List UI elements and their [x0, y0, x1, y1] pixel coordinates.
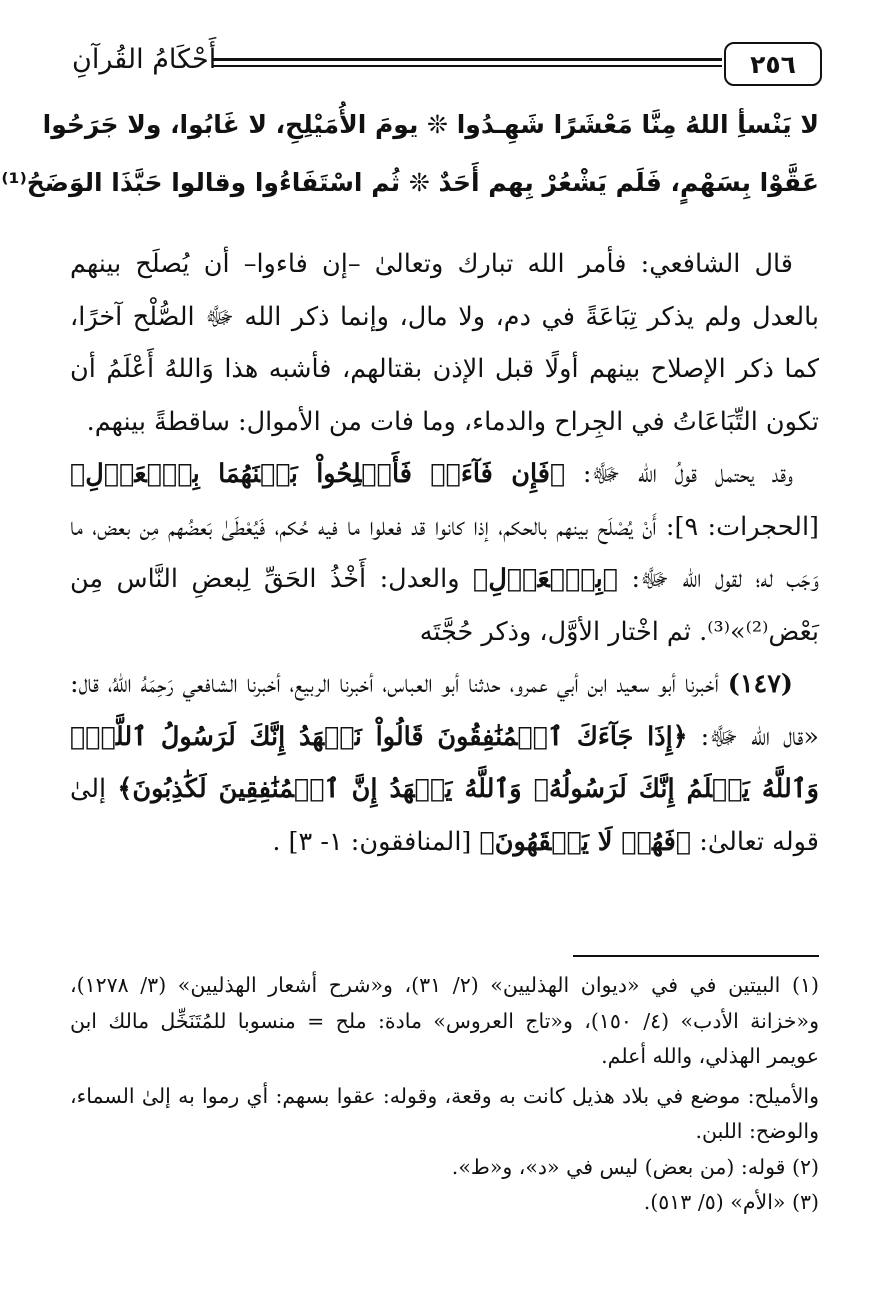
- page-header: [72, 40, 822, 88]
- text-span: إلىٰ قوله تعالىٰ:: [70, 774, 819, 857]
- header-rule: [212, 58, 722, 61]
- paragraph-verse-interpretation: [70, 448, 819, 658]
- quran-verse: ﴿إِذَا جَآءَكَ ٱلۡمُنَٰفِقُونَ قَالُواْ نَشۡهَدُ إِنَّكَ لَرَسُولُ ٱللَّهِۗ وَٱللَّهُ يَعۡلَمُ إِنَّكَ لَرَسُولُهُۥ وَٱللَّهُ يَشۡهَدُ إِنَّ ٱلۡمُنَٰفِقِينَ لَكَٰذِبُونَ﴾: [70, 721, 819, 804]
- paragraph-narration-147: [70, 658, 819, 868]
- footnote-continuation: والأميلح: موضع في بلاد هذيل كانت به وقعة، وقوله: عقوا بسهم: أي رموا به إلىٰ السماء، والوضح: اللبن.: [70, 1083, 819, 1143]
- quran-verse: ﴿فَإِن فَآءَتۡ فَأَصۡلِحُواْ بَيۡنَهُمَا بِٱلۡعَدۡلِ﴾: [70, 459, 566, 489]
- text-span: والعدل: أَخْذُ الحَقِّ لِبعضِ النَّاس مِن بَعْض⁽²⁾»⁽³⁾. ثم اخْتار الأوَّل، وذكر حُجَّتَه: [70, 564, 819, 647]
- text-span: [الحجرات: ٩]: أَنْ يُصْلَح بينهم بالحكم، إذا كانوا قد فعلوا ما فيه حُكم، فَيُعْطَىٰ بَعضُهم مِن بعض، ما وَجَب له؛ لقول الله ﷻ:: [70, 511, 819, 594]
- footnote: (٢) قوله: (من بعض) ليس في «د»، و«ط».: [451, 1154, 819, 1179]
- footnote-separator: [573, 955, 819, 957]
- text-span: [المنافقون: ١- ٣] .: [272, 826, 480, 857]
- text-span: وقد يحتمل قولُ الله ﷻ:: [565, 459, 793, 489]
- quran-verse: ﴿بِٱلۡعَدۡلِ﴾: [473, 564, 619, 594]
- page-number: ٢٥٦: [724, 42, 822, 86]
- footnote: (١) البيتين في في «ديوان الهذليين» (٢/ ٣١)، و«شرح أشعار الهذليين» (٣/ ١٢٧٨)، و«خزانة الأدب» (٤/ ١٥٠)، و«تاج العروس» مادة: ملح = منسوبا للمُتَنَخِّل مالك ابن عويمر الهذلي، والله أعلم.: [70, 973, 819, 1068]
- header-rule-secondary: [212, 65, 722, 67]
- book-title: أَحْكَامُ القُرآنِ: [72, 44, 217, 75]
- poem-line: لا يَنْسأِ اللهُ مِنَّا مَعْشَرًا شَهِـدُوا ❊ يومَ الأُمَيْلِحِ، لا غَابُوا، ولا جَرَحُوا: [42, 110, 819, 139]
- quran-verse: ﴿فَهُمۡ لَا يَفۡقَهُونَ﴾: [479, 826, 692, 857]
- paragraph-shafii-ruling: قال الشافعي: فأمر الله تبارك وتعالىٰ –إن فاءوا– أن يُصلَح بينهم بالعدل ولم يذكر تِبَاعَةً في دم، ولا مال، وإنما ذكر الله ﷻ الصُّلْح آخرًا، كما ذكر الإصلاح بينهم أولًا قبل الإذن بقتالهم، فأشبه هذا وَاللهُ أَعْلَمُ أن تكون التِّبَاعَاتُ في الجِراح والدماء، وما فات من الأموال: ساقطةً بينهم.: [70, 249, 819, 437]
- footnotes: [70, 968, 819, 1221]
- text-span: أخبرنا أبو سعيد ابن أبي عمرو، حدثنا أبو العباس، أخبرنا الربيع، أخبرنا الشافعي رَحِمَهُ اللهُ، قال: «قال الله ﷻ:: [70, 669, 819, 752]
- poem-verses: [1, 96, 819, 212]
- footnote: (٣) «الأم» (٥/ ٥١٣).: [643, 1190, 819, 1214]
- body-text: [70, 238, 819, 868]
- narration-number: (١٤٧): [727, 669, 793, 699]
- poem-line: عَقَّوْا بِسَهْمٍ، فَلَم يَشْعُرْ بِهم أَحَدٌ ❊ ثُم اسْتَفَاءُوا وقالوا حَبَّذَا الوَضَحُ⁽¹⁾: [1, 168, 819, 197]
